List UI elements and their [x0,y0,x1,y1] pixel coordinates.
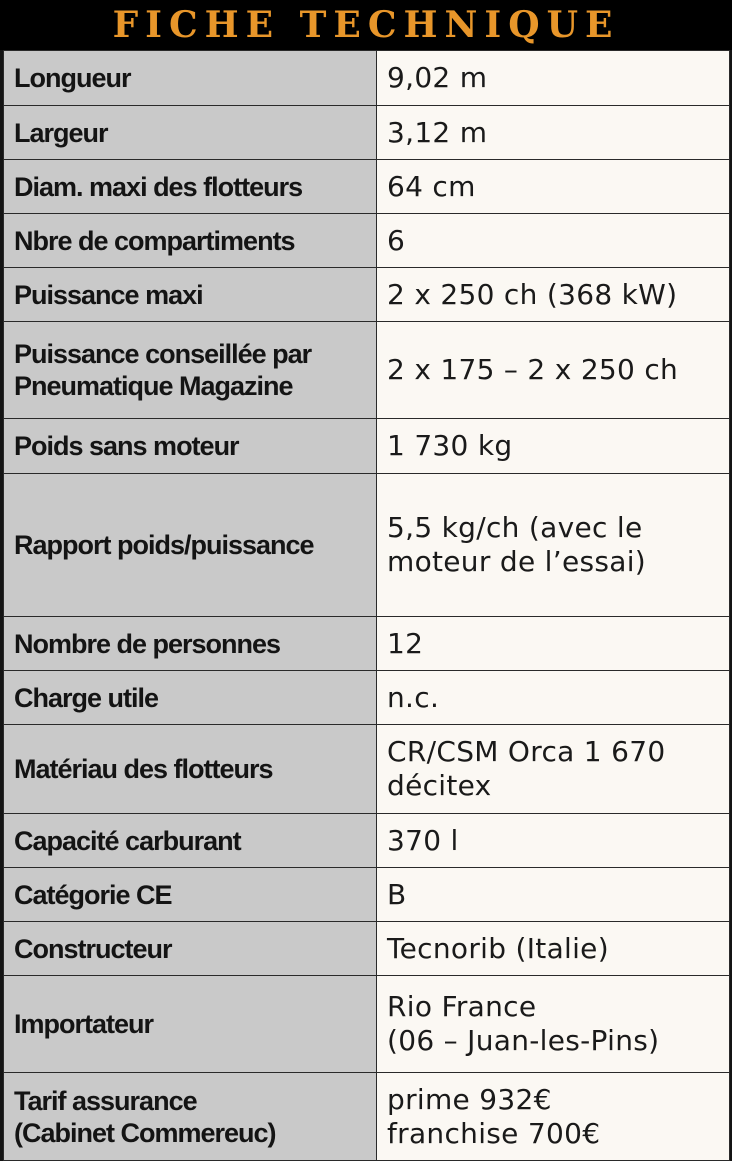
spec-value: prime 932€ franchise 700€ [377,1073,730,1161]
spec-label: Largeur [4,106,377,160]
spec-label: Nombre de personnes [4,617,377,671]
spec-row [4,671,730,725]
spec-row [4,51,730,106]
spec-value: n.c. [377,671,730,725]
spec-value: 2 x 250 ch (368 kW) [377,268,730,322]
spec-label: Rapport poids/puissance [4,474,377,617]
spec-label: Charge utile [4,671,377,725]
spec-value: B [377,868,730,922]
spec-value: 370 l [377,814,730,868]
spec-value: Rio France (06 – Juan-les-Pins) [377,976,730,1073]
spec-row [4,268,730,322]
spec-label: Puissance maxi [4,268,377,322]
spec-row [4,474,730,617]
spec-value: 3,12 m [377,106,730,160]
spec-row [4,922,730,976]
spec-row [4,976,730,1073]
spec-label: Tarif assurance (Cabinet Commereuc) [4,1073,377,1161]
spec-label: Capacité carburant [4,814,377,868]
spec-label: Constructeur [4,922,377,976]
header-bar [0,0,732,50]
spec-row [4,814,730,868]
spec-row [4,868,730,922]
spec-row [4,160,730,214]
spec-value: 2 x 175 – 2 x 250 ch [377,322,730,419]
spec-label: Poids sans moteur [4,419,377,474]
spec-label: Importateur [4,976,377,1073]
spec-row [4,106,730,160]
spec-label: Puissance conseillée par Pneumatique Magazine [4,322,377,419]
spec-label: Nbre de compartiments [4,214,377,268]
spec-label: Catégorie CE [4,868,377,922]
spec-value: 12 [377,617,730,671]
spec-value: 6 [377,214,730,268]
spec-table [3,50,730,1161]
spec-value: 64 cm [377,160,730,214]
spec-value: CR/CSM Orca 1 670 décitex [377,725,730,814]
spec-label: Diam. maxi des flotteurs [4,160,377,214]
spec-row [4,322,730,419]
spec-row [4,214,730,268]
spec-row [4,617,730,671]
spec-row [4,1073,730,1161]
spec-row [4,725,730,814]
spec-value: Tecnorib (Italie) [377,922,730,976]
spec-label: Longueur [4,51,377,106]
spec-value: 1 730 kg [377,419,730,474]
spec-value: 9,02 m [377,51,730,106]
spec-label: Matériau des flotteurs [4,725,377,814]
spec-row [4,419,730,474]
spec-value: 5,5 kg/ch (avec le moteur de l’essai) [377,474,730,617]
page-title: FICHE TECHNIQUE [112,4,620,46]
